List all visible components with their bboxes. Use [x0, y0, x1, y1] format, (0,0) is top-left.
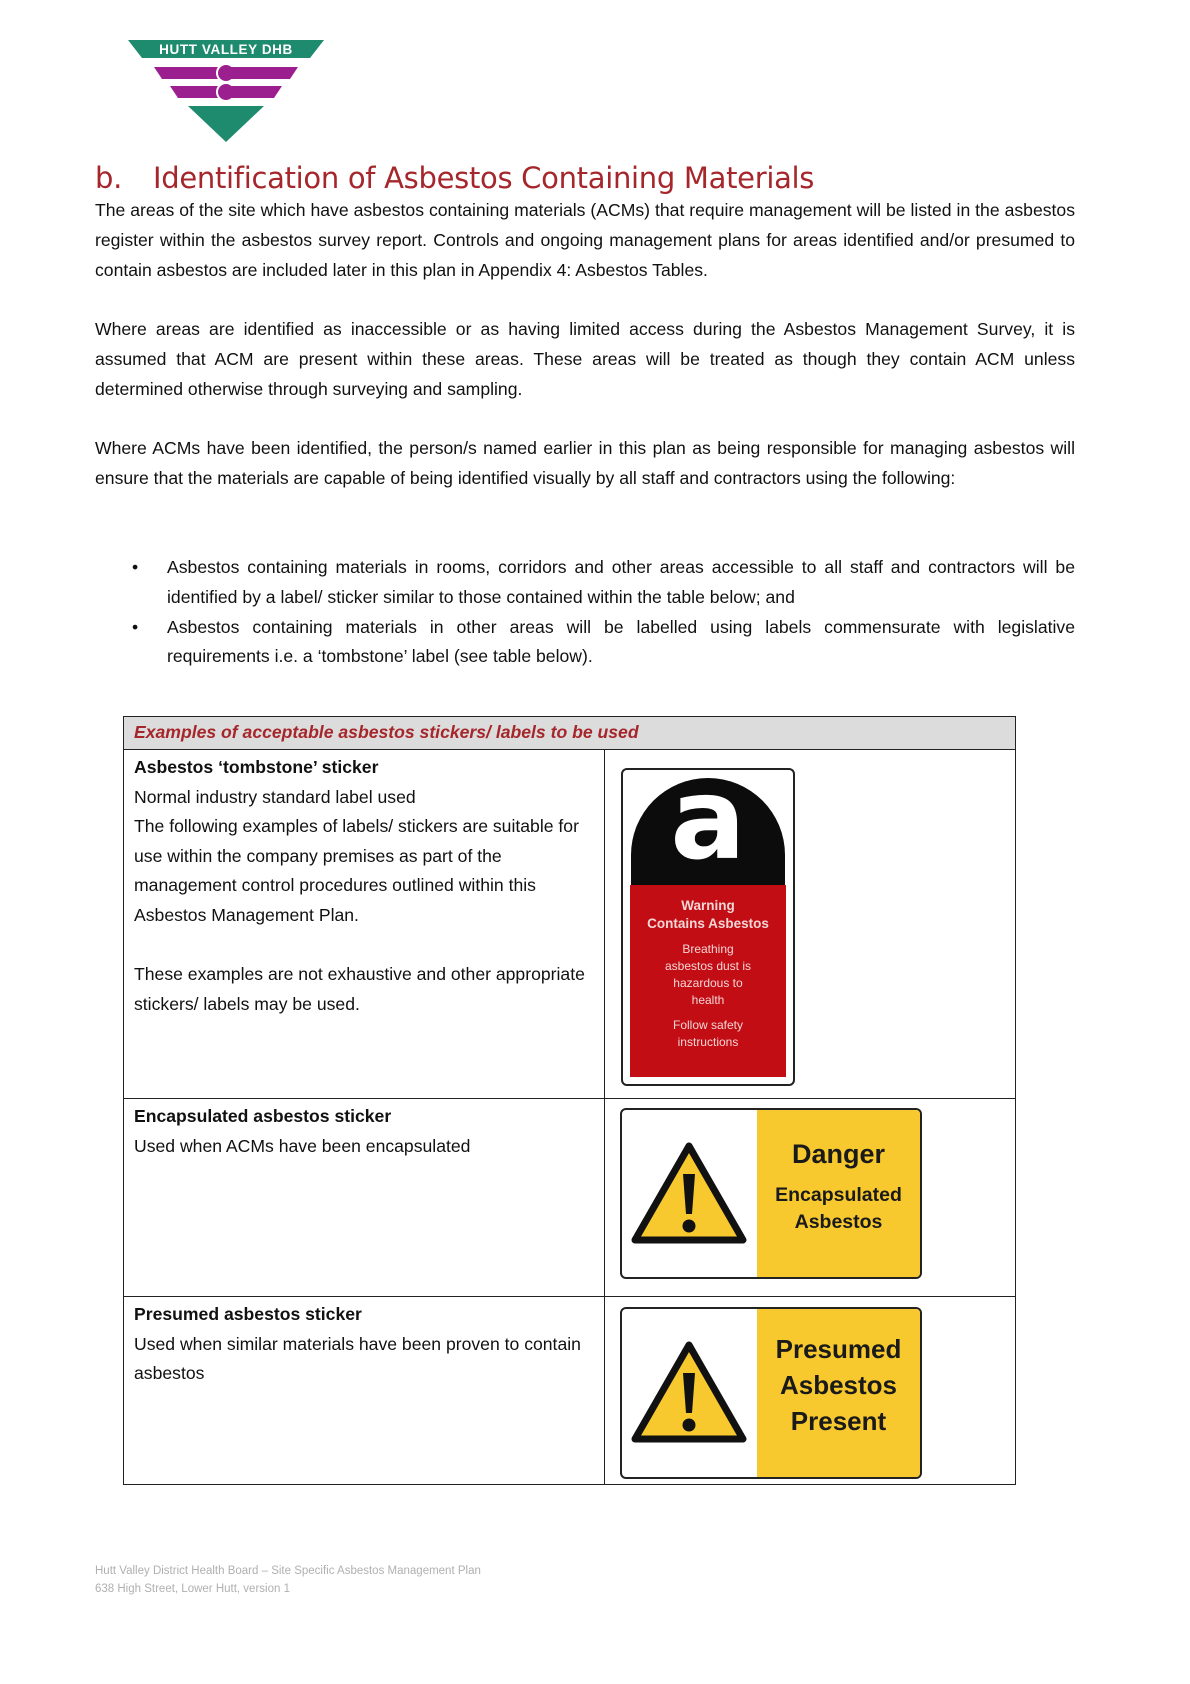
- warning-triangle-icon: [630, 1339, 748, 1445]
- bullet-list: [95, 553, 1075, 672]
- sticker-examples-table: [123, 716, 1016, 1485]
- sticker-description: The following examples of labels/ stickers are suitable for use within the company premises as part of the management control procedures outlined within this Asbestos Management Plan.: [134, 816, 579, 925]
- section-heading: [95, 161, 814, 195]
- sticker-description-cell: [124, 1099, 605, 1297]
- bullet-item: [95, 613, 1075, 673]
- table-row: [124, 1297, 1016, 1485]
- asbestos-a-icon: a: [670, 755, 746, 885]
- sticker-contains: Contains Asbestos: [647, 916, 769, 931]
- sticker-image-cell: [605, 1297, 1016, 1485]
- footer-line: 638 High Street, Lower Hutt, version 1: [95, 1583, 290, 1595]
- sticker-heading: Danger: [791, 1139, 886, 1169]
- warning-triangle-icon: [630, 1140, 748, 1246]
- sticker-note: These examples are not exhaustive and other appropriate stickers/ labels may be used.: [134, 964, 585, 1014]
- sticker-line: Asbestos: [779, 1370, 898, 1400]
- bullet-icon: •: [132, 616, 139, 637]
- sticker-warning: Warning: [681, 898, 735, 913]
- bullet-text: Asbestos containing materials in rooms, corridors and other areas accessible to all staff and contractors will be identified by a label/ sticker similar to those contained within the table below; and: [167, 557, 1075, 607]
- sticker-title: Presumed asbestos sticker: [134, 1304, 362, 1324]
- tombstone-sticker: [621, 755, 795, 1086]
- section-number: b.: [95, 161, 123, 195]
- sticker-description-cell: [124, 750, 605, 1099]
- sticker-title: Asbestos ‘tombstone’ sticker: [134, 757, 379, 777]
- sticker-description: Used when similar materials have been proven to contain asbestos: [134, 1333, 581, 1384]
- sticker-title: Encapsulated asbestos sticker: [134, 1106, 392, 1126]
- table-header: Examples of acceptable asbestos stickers/ labels to be used: [124, 717, 1016, 750]
- paragraph-identification: Where ACMs have been identified, the person/s named earlier in this plan as being responsible for managing asbestos will ensure that the materials are capable of being identified visually by all staff and contractors using the following:: [95, 438, 1075, 488]
- sticker-body: Breathing asbestos dust is hazardous to health: [664, 942, 752, 1007]
- sticker-description: Normal industry standard label used: [134, 786, 416, 807]
- presumed-asbestos-sticker: [620, 1307, 922, 1479]
- sticker-line: Present: [790, 1406, 887, 1436]
- footer-line: Hutt Valley District Health Board – Site Specific Asbestos Management Plan: [95, 1565, 481, 1577]
- page-footer: [95, 1562, 481, 1598]
- section-title: Identification of Asbestos Containing Materials: [153, 161, 815, 195]
- sticker-image-cell: [605, 750, 1016, 1099]
- bullet-item: [95, 553, 1075, 613]
- sticker-follow: Follow safety instructions: [672, 1018, 744, 1049]
- bullet-text: Asbestos containing materials in other areas will be labelled using labels commensurate with legislative requirements i.e. a ‘tombstone’ label (see table below).: [167, 616, 1075, 667]
- sticker-description-cell: [124, 1297, 605, 1485]
- bullet-icon: •: [132, 557, 139, 577]
- table-row: [124, 750, 1016, 1099]
- sticker-description: Used when ACMs have been encapsulated: [134, 1135, 471, 1156]
- sticker-line: Presumed: [775, 1334, 902, 1364]
- paragraph-inaccessible-areas: Where areas are identified as inaccessible or as having limited access during the Asbestos Management Survey, it is assumed that ACM are present within these areas. These areas will be treated as though they contain ACM unless determined otherwise through surveying and sampling.: [95, 319, 1075, 399]
- hutt-valley-dhb-logo: [128, 40, 324, 142]
- table-row: [124, 1099, 1016, 1297]
- logo-text: HUTT VALLEY DHB: [159, 42, 293, 57]
- paragraph-acm-register: The areas of the site which have asbestos containing materials (ACMs) that require management will be listed in the asbestos register within the asbestos survey report. Controls and ongoing management plans for areas identified and/or presumed to contain asbestos are included later in this plan in Appendix 4: Asbestos Tables.: [95, 200, 1075, 280]
- sticker-line: Asbestos: [794, 1211, 883, 1233]
- sticker-image-cell: [605, 1099, 1016, 1297]
- sticker-line: Encapsulated: [775, 1184, 902, 1206]
- encapsulated-asbestos-sticker: [620, 1108, 922, 1279]
